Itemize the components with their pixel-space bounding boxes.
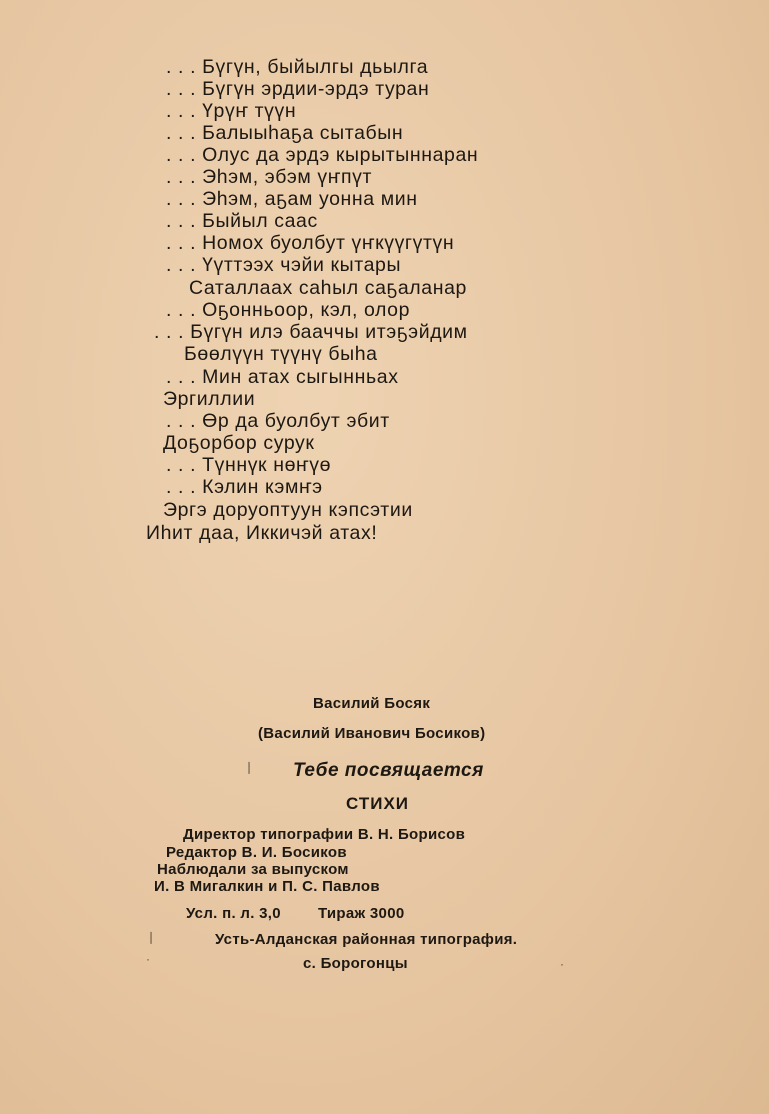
genre-label: СТИХИ	[346, 794, 410, 813]
supervision-credit: Наблюдали за выпуском	[157, 861, 349, 878]
print-run: Тираж 3000	[318, 905, 405, 922]
toc-line: . . . Эһэм, аҕам уонна мин	[166, 188, 418, 210]
toc-line: . . . Оҕонньоор, кэл, олор	[166, 299, 411, 321]
author-name: Василий Босяк	[313, 695, 431, 712]
print-speck: ❘	[146, 930, 157, 944]
print-speck: ·	[146, 952, 150, 966]
toc-line: . . . Номох буолбут үҥкүүгүтүн	[166, 232, 455, 254]
toc-line: . . . Мин атах сыгынньах	[166, 366, 399, 388]
toc-line: Саталлаах саһыл саҕаланар	[189, 277, 467, 299]
print-speck: ·	[560, 957, 564, 971]
director-credit: Директор типографии В. Н. Борисов	[183, 826, 466, 843]
toc-line: . . . Кэлин кэмҥэ	[166, 476, 323, 498]
book-title: Тебе посвящается	[293, 760, 484, 781]
toc-line: Эргэ доруоптуун кэпсэтии	[163, 499, 413, 521]
toc-line: . . . Бүгүн илэ бааччы итэҕэйдим	[154, 321, 468, 343]
toc-line: . . . Бүгүн эрдии-эрдэ туран	[166, 78, 430, 100]
printer-location: с. Борогонцы	[303, 955, 408, 972]
print-speck: ❘	[244, 760, 255, 774]
print-sheets: Усл. п. л. 3,0	[186, 905, 281, 922]
toc-line: . . . Эһэм, эбэм үҥпүт	[166, 166, 373, 188]
toc-line: Иһит даа, Иккичэй атах!	[146, 522, 378, 544]
toc-line: . . . Үрүҥ түүн	[166, 100, 297, 122]
toc-line: . . . Үүттээх чэйи кытары	[166, 254, 402, 276]
toc-line: . . . Өр да буолбут эбит	[166, 410, 390, 432]
editor-credit: Редактор В. И. Босиков	[166, 844, 347, 861]
toc-line: Эргиллии	[163, 388, 256, 410]
toc-line: . . . Быйыл саас	[166, 210, 318, 232]
toc-line: Бөөлүүн түүнү быһа	[184, 343, 378, 365]
toc-line: . . . Бүгүн, быйылгы дьылга	[166, 56, 429, 78]
toc-line: . . . Олус да эрдэ кырытыннаран	[166, 144, 479, 166]
author-full-name: (Василий Иванович Босиков)	[258, 725, 486, 742]
toc-line: . . . Балыыһаҕа сытабын	[166, 122, 404, 144]
toc-line: . . . Түннүк нөҥүө	[166, 454, 332, 476]
toc-line: Доҕорбор сурук	[163, 432, 315, 454]
printer-name: Усть-Алданская районная типография.	[215, 931, 518, 948]
supervisors-credit: И. В Мигалкин и П. С. Павлов	[154, 878, 380, 895]
